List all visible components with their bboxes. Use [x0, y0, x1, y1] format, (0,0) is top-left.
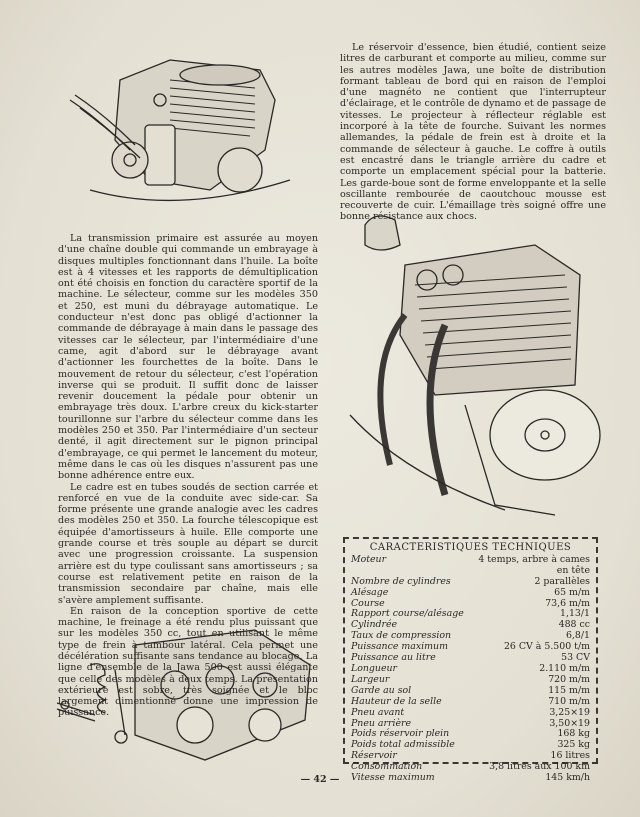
spec-label: Hauteur de la selle — [351, 695, 442, 707]
spec-label: Consommation — [351, 761, 423, 773]
left-column-text — [58, 233, 318, 719]
spec-label: Puissance maximum — [351, 641, 448, 653]
spec-value: 115 m/m — [548, 684, 590, 696]
spec-label: Poids réservoir plein — [351, 728, 450, 740]
page-number: — 42 — — [300, 774, 340, 785]
left-paragraph-3: En raison de la conception sportive de cette machine, le freinage a été rendu plus puissant que sur les modèles 350 cc, tout en utilisant le même type de frein à tambour latéral. Cela permet une décélération suffisante sans tendance au blocage. La ligne d'ensemble de la Jawa 500 est aussi élégante que celle des modèles à deux temps. La présentation extérieure est sobre, très soignée et le bloc largement dimentionné donne une impression de puissance. — [58, 605, 318, 719]
spec-label: Moteur — [351, 553, 387, 565]
spec-value: 3,25×19 — [549, 706, 590, 718]
spec-value: 720 m/m — [548, 673, 590, 685]
engine-right-illustration — [345, 205, 605, 525]
specs-table — [351, 555, 590, 784]
spec-value: 2.110 m/m — [539, 662, 590, 674]
spec-label: Cylindrée — [351, 619, 398, 631]
left-paragraph-2: Le cadre est en tubes soudés de section carrée et renforcé en vue de la conduite avec side-car. Sa forme présente une grande analogie avec les cadres des modèles 250 et 350. La fourche télescopique est équipée d'amortisseurs à huile. Elle comporte une grande course et très souple au départ se durcit avec une progression croissante. La suspension arrière est du type coulissant sans amortisseurs ; sa course est relativement petite en raison de la transmission secondaire par chaîne, mais elle s'avère amplement suffisante. — [58, 481, 318, 606]
spec-row — [351, 588, 590, 599]
spec-label: Puissance au litre — [351, 652, 436, 664]
spec-value: 1,13/1 — [560, 608, 590, 620]
spec-label: Rapport course/alésage — [351, 608, 464, 620]
spec-value: 6,8/1 — [565, 630, 590, 642]
spec-value: 53 CV — [561, 652, 590, 664]
specs-title: CARACTERISTIQUES TECHNIQUES — [369, 542, 572, 553]
spec-value: 65 m/m — [554, 586, 590, 598]
right-paragraph-1: Le réservoir d'essence, bien étudié, contient seize litres de carburant et comporte au milieu, comme sur les autres modèles Jawa, une boîte de distribution formant tableau de bord qui en raison de l'emploi d'une magnéto ne contient que l'interrupteur d'éclairage, et le contrôle de dynamo et de passage de vitesses. Le projecteur à réflecteur réglable est incorporé à la tête de fourche. Suivant les normes allemandes, la pédale de frein est à droite et la commande de sélecteur à gauche. Le coffre à outils est encastré dans le triangle arrière du cadre et comporte un emplacement spécial pour la batterie. Les garde-boue sont de forme enveloppante et la selle oscillante rembourée de caoutchouc mousse est recouverte de cuir. L'émaillage très soigné offre une bonne résistance aux chocs. — [340, 42, 606, 223]
spec-label: Pneu avant — [351, 706, 405, 718]
spec-row — [351, 577, 590, 588]
spec-label: Alésage — [351, 586, 389, 598]
spec-value: 3,8 litres aux 100 km — [489, 761, 590, 773]
spec-label: Longueur — [351, 662, 398, 674]
spec-row — [351, 555, 590, 577]
spec-value: 325 kg — [557, 739, 590, 751]
left-paragraph-1: La transmission primaire est assurée au moyen d'une chaîne double qui commande un embrayage à disques multiples fonctionnant dans l'huile. La boîte est à 4 vitesses et les rapports de démultiplication ont été choisis en fonction du caractère sportif de la machine. Le sélecteur, comme sur les modèles 350 et 250, est muni du débrayage automatique. Le conducteur n'est donc pas obligé d'actionner la commande de débrayage à main dans le passage des vitesses car le sélecteur, par l'intermédiaire d'une came, agit d'abord sur le débrayage avant d'actionner les fourchettes de la boîte. Dans le mouvement de retour du sélecteur, c'est l'opération inverse qui se produit. Il suffit donc de laisser revenir doucement la pédale pour obtenir un embrayage très doux. L'arbre creux du kick-starter tourillonne sur l'arbre du sélecteur comme dans les modèles 250 et 350. Par l'intermédiaire d'un secteur denté, il agit directement sur le pignon principal d'embrayage, ce qui permet le lancement du moteur, même dans le cas où les disques n'assurent pas une bonne adhérence entre eux. — [58, 233, 318, 482]
spec-row — [351, 697, 590, 708]
spec-value: 145 km/h — [545, 772, 590, 784]
spec-value: 2 parallèles — [534, 575, 590, 587]
spec-value: 488 cc — [558, 619, 590, 631]
right-column-text — [340, 42, 606, 223]
spec-label: Nombre de cylindres — [351, 575, 451, 587]
spec-value: 168 kg — [557, 728, 590, 740]
spec-label: Pneu arrière — [351, 717, 412, 729]
engine-top-illustration — [60, 40, 310, 220]
spec-value: 73,6 m/m — [545, 597, 590, 609]
spec-value: 4 temps, arbre à cames en tête — [478, 553, 590, 576]
spec-value: 16 litres — [550, 750, 590, 762]
spec-value: 710 m/m — [548, 695, 590, 707]
spec-label: Vitesse maximum — [351, 772, 435, 784]
spec-label: Taux de compression — [351, 630, 452, 642]
technical-specs-box — [343, 537, 598, 784]
spec-row — [351, 708, 590, 719]
spec-label: Largeur — [351, 673, 390, 685]
spec-label: Course — [351, 597, 385, 609]
spec-value: 3,50×19 — [549, 717, 590, 729]
spec-value: 26 CV à 5.500 t/m — [503, 641, 590, 653]
spec-label: Poids total admissible — [351, 739, 455, 751]
spec-label: Réservoir — [351, 750, 397, 762]
spec-label: Garde au sol — [351, 684, 412, 696]
